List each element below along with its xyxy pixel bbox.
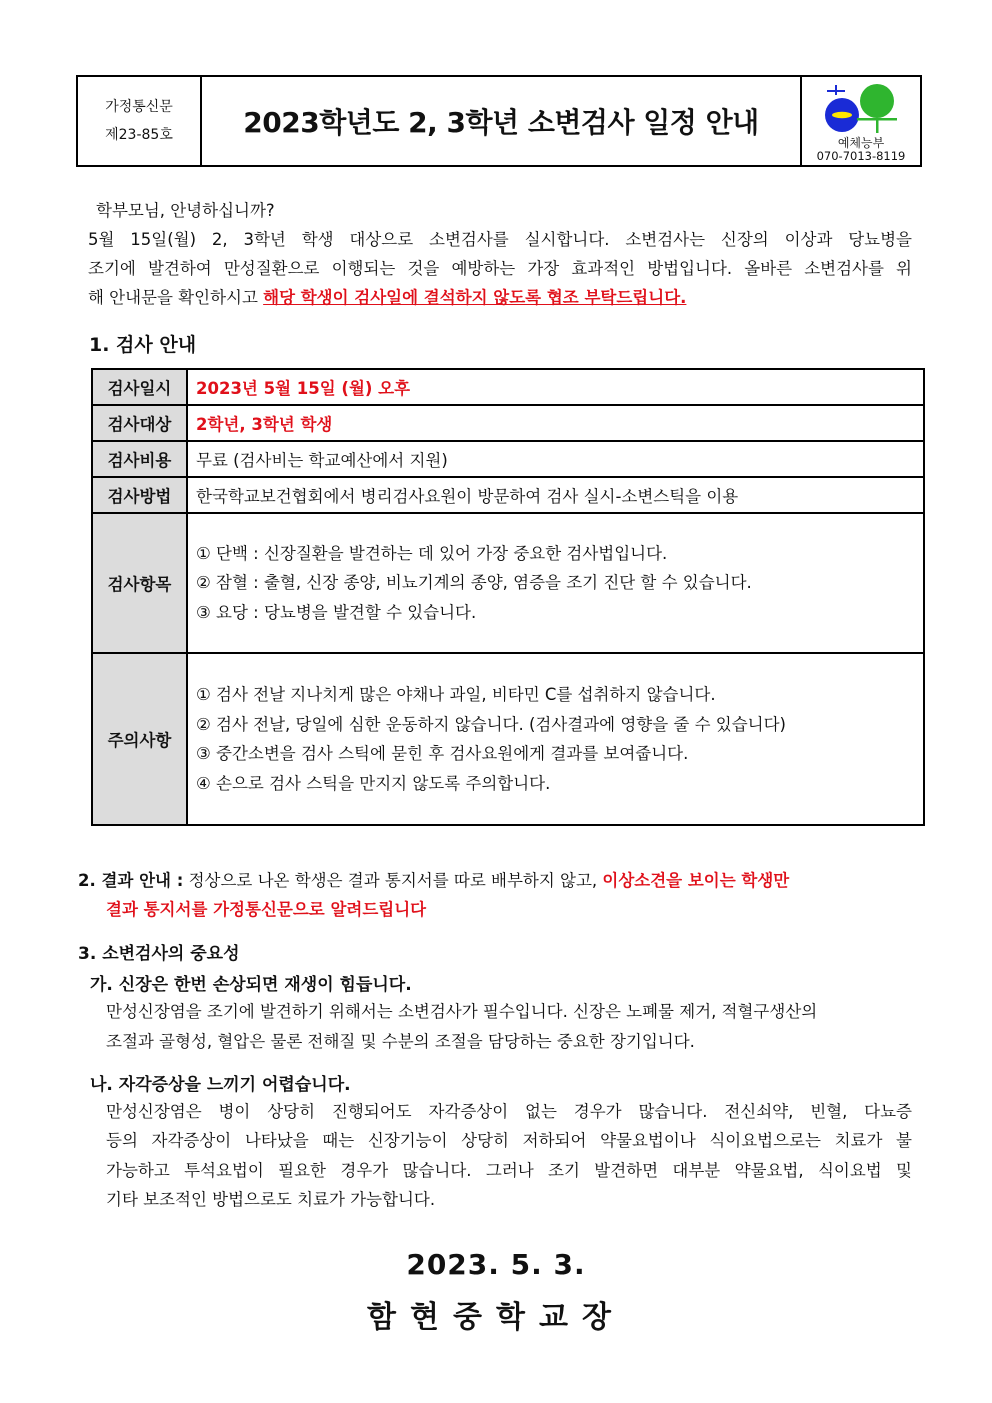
table-row	[92, 653, 924, 825]
logo-cell	[800, 77, 920, 165]
list-item: ③ 중간소변을 검사 스틱에 묻힌 후 검사요원에게 결과를 보여줍니다.	[196, 744, 689, 763]
section-2-highlight-1: 이상소견을 보이는 학생만	[602, 871, 790, 890]
list-item: ② 검사 전날, 당일에 심한 운동하지 않습니다. (검사결과에 영향을 줄 수 있습니다)	[196, 714, 786, 734]
exam-datetime: 2023년 5월 15일 (월) 오후	[187, 369, 924, 405]
subsection-b-line: 등의 자각증상이 나타났을 때는 신장기능이 상당히 저하되어 약물요법이나 식이요법으로는 치료가 불	[106, 1131, 912, 1150]
exam-target: 2학년, 3학년 학생	[187, 405, 924, 441]
section-3-heading: 3. 소변검사의 중요성	[78, 944, 240, 964]
section-1-heading: 1. 검사 안내	[89, 334, 197, 356]
page-title: 2023학년도 2, 3학년 소변검사 일정 안내	[243, 106, 759, 139]
exam-items	[187, 513, 924, 653]
section-2	[78, 866, 914, 895]
exam-method: 한국학교보건협회에서 병리검사요원이 방문하여 검사 실시-소변스틱을 이용	[187, 477, 924, 513]
row-label: 검사일시	[92, 369, 187, 405]
list-item: ① 단백 : 신장질환을 발견하는 데 있어 가장 중요한 검사법입니다.	[196, 543, 668, 563]
row-label: 검사방법	[92, 477, 187, 513]
subsection-a-line: 조절과 골형성, 혈압은 물론 전해질 및 수분의 조절을 담당하는 중요한 장기입니다.	[106, 1032, 695, 1051]
row-label: 검사대상	[92, 405, 187, 441]
greeting: 학부모님, 안녕하십니까?	[96, 201, 275, 220]
row-label: 검사비용	[92, 441, 187, 477]
exam-cautions	[187, 653, 924, 825]
row-label: 주의사항	[92, 653, 187, 825]
table-row	[92, 513, 924, 653]
doc-number: 제23-85호	[105, 127, 173, 143]
list-item: ① 검사 전날 지나치게 많은 야채나 과일, 비타민 C를 섭취하지 않습니다.	[196, 685, 716, 704]
subsection-a-line: 만성신장염을 조기에 발견하기 위해서는 소변검사가 필수입니다. 신장은 노폐물 제거, 적혈구생산의	[106, 1002, 818, 1021]
list-item: ③ 요당 : 당뇨병을 발견할 수 있습니다.	[196, 602, 477, 622]
department-logo-icon	[823, 81, 899, 137]
intro-line-1: 5월 15일(월) 2, 3학년 학생 대상으로 소변검사를 실시합니다. 소변검사는 신장의 이상과 당뇨병을	[88, 230, 912, 249]
table-row	[92, 477, 924, 513]
exam-info-table	[91, 368, 925, 826]
subsection-b-title: 나. 자각증상을 느끼기 어렵습니다.	[90, 1075, 351, 1095]
table-row	[92, 369, 924, 405]
table-row	[92, 405, 924, 441]
doc-type: 가정통신문	[105, 99, 173, 115]
row-label: 검사항목	[92, 513, 187, 653]
attendance-request: 해당 학생이 검사일에 결석하지 않도록 협조 부탁드립니다.	[263, 288, 687, 307]
document-header	[76, 75, 922, 167]
exam-cost: 무료 (검사비는 학교예산에서 지원)	[187, 441, 924, 477]
subsection-b-line: 기타 보조적인 방법으로도 치료가 가능합니다.	[106, 1190, 436, 1209]
doc-info-cell	[78, 77, 202, 165]
table-row	[92, 441, 924, 477]
school-principal: 함현중학교장	[367, 1300, 625, 1335]
contact-phone: 070-7013-8119	[816, 149, 906, 163]
issue-date: 2023. 5. 3.	[406, 1248, 586, 1281]
subsection-b-line: 가능하고 투석요법이 필요한 경우가 많습니다. 그러나 조기 발견하면 대부분 약물요법, 식이요법 및	[106, 1161, 912, 1180]
section-2-text: 정상으로 나온 학생은 결과 통지서를 따로 배부하지 않고,	[183, 871, 603, 890]
intro-line-2: 조기에 발견하여 만성질환으로 이행되는 것을 예방하는 가장 효과적인 방법입니다. 올바른 소변검사를 위	[88, 259, 912, 278]
list-item: ④ 손으로 검사 스틱을 만지지 않도록 주의합니다.	[196, 773, 551, 793]
list-item: ② 잠혈 : 출혈, 신장 종양, 비뇨기계의 종양, 염증을 조기 진단 할 수 있습니다.	[196, 573, 752, 593]
logo-text: 예체능부	[837, 136, 885, 150]
section-2-highlight-2: 결과 통지서를 가정통신문으로 알려드립니다	[106, 900, 427, 919]
subsection-b-line: 만성신장염은 병이 상당히 진행되어도 자각증상이 없는 경우가 많습니다. 전신쇠약, 빈혈, 다뇨증	[106, 1102, 912, 1121]
intro-line-3-text: 해 안내문을 확인하시고	[88, 288, 264, 307]
section-2-heading: 2. 결과 안내 :	[78, 871, 184, 890]
intro-line-3	[88, 283, 912, 312]
subsection-a-title: 가. 신장은 한번 손상되면 재생이 힘듭니다.	[90, 975, 412, 995]
